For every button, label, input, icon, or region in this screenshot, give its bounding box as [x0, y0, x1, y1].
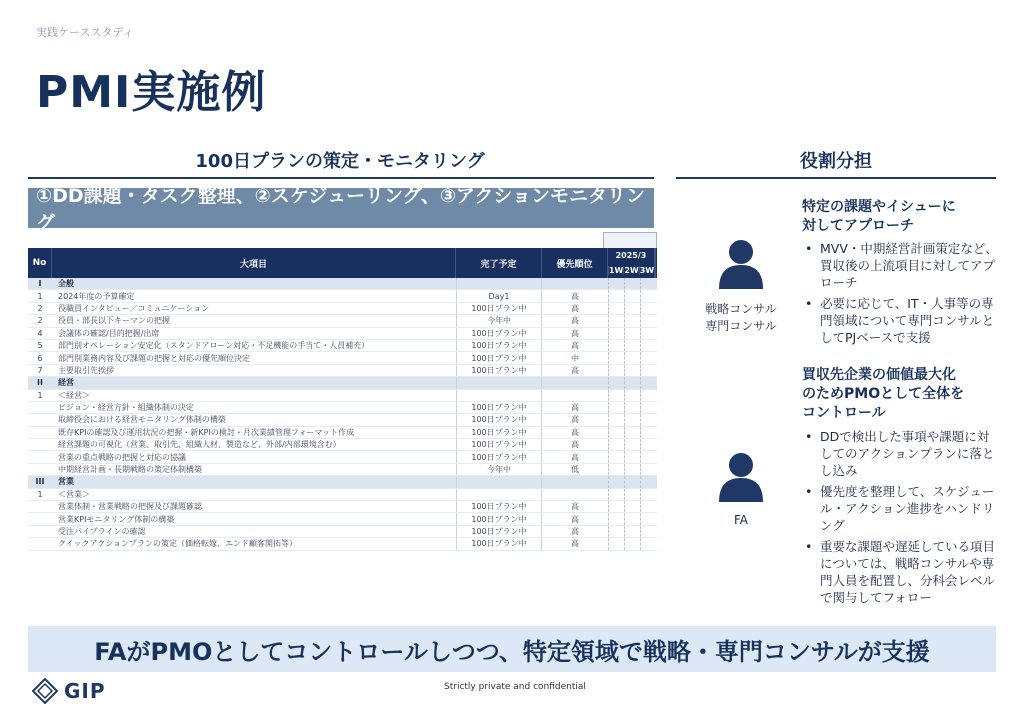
- cell-priority: [542, 390, 608, 401]
- cell-weeks: [608, 377, 656, 388]
- cell-weeks: [608, 352, 656, 363]
- role-strategy-title-line1: 特定の課題やイシューに: [802, 199, 956, 215]
- person-icon: [716, 450, 766, 502]
- cell-no: II: [37, 378, 43, 388]
- cell-done: 100日プラン中: [456, 365, 542, 376]
- cell-weeks: [608, 315, 656, 326]
- cell-priority: [542, 489, 608, 500]
- cell-no: 4: [37, 328, 43, 338]
- cell-weeks: [608, 476, 656, 487]
- table-section-row: [28, 278, 657, 290]
- cell-item: 中期経営計画・長期戦略の策定体制構築: [58, 465, 202, 475]
- cell-item: 主要取引先挨拶: [58, 365, 114, 375]
- role-strategy-label-line2: 専門コンサル: [705, 319, 777, 333]
- cell-done: 100日プラン中: [456, 414, 542, 425]
- cell-item: 受注パイプラインの確認: [58, 527, 146, 536]
- cell-priority: 高: [571, 316, 579, 326]
- cell-no: [28, 526, 52, 537]
- gip-logo-icon: [32, 678, 58, 704]
- table-row: [28, 328, 657, 340]
- cell-no: [28, 464, 52, 475]
- role-strategy-label: [692, 301, 790, 335]
- cell-weeks: [608, 340, 656, 351]
- cell-priority: [542, 377, 608, 388]
- col-done-header: 完了予定: [456, 248, 542, 278]
- cell-item: 部門別オペレーション安定化（スタンドアローン対応・不足機能の手当て・人員補充）: [58, 341, 370, 351]
- cell-weeks: [608, 414, 656, 425]
- cell-done: Day1: [456, 290, 542, 301]
- cell-weeks: [608, 328, 656, 339]
- table-section-row: [28, 377, 657, 389]
- page-title: PMI実施例: [36, 67, 267, 118]
- logo-text: GIP: [64, 679, 106, 703]
- cell-no: I: [38, 279, 42, 289]
- role-strategy-bullets: [802, 240, 998, 350]
- table-row: [28, 489, 657, 501]
- cell-no: [28, 414, 52, 425]
- list-item: • 重要な課題や遅延している項目については、戦略コンサルや専門人員を配置し、分科会レベルで関与してフォロー: [802, 538, 998, 606]
- cell-no: [28, 439, 52, 450]
- table-body: [28, 278, 657, 551]
- cell-weeks: [608, 303, 656, 314]
- list-item: • 優先度を整理して、スケジュール・アクション進捗をハンドリング: [802, 483, 998, 534]
- cell-priority: 高: [571, 514, 579, 524]
- cell-done: [456, 278, 542, 289]
- cell-no: 5: [37, 341, 43, 351]
- col-priority-header: 優先順位: [542, 248, 608, 278]
- col-no-header: No: [28, 248, 52, 278]
- cell-item: 営業KPIモニタリング体制の構築: [58, 514, 175, 524]
- cell-priority: 高: [571, 415, 579, 425]
- task-table: [28, 248, 657, 551]
- plan-section-divider: [28, 177, 654, 179]
- cell-weeks: [608, 402, 656, 413]
- cell-priority: 高: [571, 502, 579, 512]
- cell-weeks: [608, 464, 656, 475]
- cell-item: 部門別業務内容及び課題の把握と対応の優先順位決定: [58, 353, 250, 363]
- cell-weeks: [608, 501, 656, 512]
- table-row: [28, 340, 657, 352]
- cell-done: [456, 377, 542, 388]
- cell-item: 2024年度の予算確定: [58, 291, 135, 301]
- company-logo: [32, 678, 106, 704]
- role-fa-title-line3: コントロール: [802, 405, 886, 421]
- role-fa-title-line1: 買収先企業の価値最大化: [802, 367, 956, 383]
- cell-no: 1: [37, 489, 43, 499]
- cell-done: 100日プラン中: [456, 501, 542, 512]
- cell-item: 役職員インタビュー／コミュニケーション: [58, 303, 210, 313]
- table-row: [28, 526, 657, 538]
- cell-weeks: [608, 290, 656, 301]
- list-item: • DDで検出した事項や課題に対してのアクションプランに落とし込み: [802, 428, 998, 479]
- cell-weeks: [608, 451, 656, 462]
- cell-no: [28, 538, 52, 549]
- cell-done: 100日プラン中: [456, 340, 542, 351]
- cell-done: 100日プラン中: [456, 328, 542, 339]
- cell-priority: 高: [571, 539, 579, 549]
- role-strategy-label-line1: 戦略コンサル: [705, 302, 777, 316]
- cell-item: ＜営業＞: [58, 489, 90, 499]
- cell-item: 営業体制・営業戦略の把握及び課題確認: [58, 502, 202, 512]
- table-header: [28, 248, 657, 278]
- week-label: 1W: [608, 265, 624, 275]
- cell-priority: 高: [571, 440, 579, 450]
- cell-done: [456, 489, 542, 500]
- cell-done: 今年中: [456, 464, 542, 475]
- cell-item: 既存KPIの確認及び運用状況の把握・新KPIの検討・月次業績管理フォーマット作成: [58, 427, 355, 437]
- cell-priority: 高: [571, 328, 579, 338]
- cell-no: [28, 427, 52, 438]
- table-row: [28, 352, 657, 364]
- cell-done: 100日プラン中: [456, 513, 542, 524]
- cell-no: 7: [37, 365, 43, 375]
- table-row: [28, 414, 657, 426]
- confidential-note: Strictly private and confidential: [444, 682, 586, 692]
- table-row: [28, 303, 657, 315]
- table-row: [28, 427, 657, 439]
- cell-priority: 高: [571, 403, 579, 413]
- cell-priority: 低: [571, 465, 579, 475]
- list-item: • MVV・中期経営計画策定など、買収後の上流項目に対してアプローチ: [802, 240, 998, 291]
- cell-item: 役員・部長以下キーマンの把握: [58, 316, 170, 326]
- col-weeks-header: [608, 248, 656, 278]
- cell-done: 100日プラン中: [456, 538, 542, 549]
- steps-banner: ①DD課題・タスク整理、②スケジューリング、③アクションモニタリング: [28, 188, 654, 228]
- table-row: [28, 402, 657, 414]
- cell-no: III: [35, 477, 45, 487]
- cell-item: 取締役会における経営モニタリング体制の構築: [58, 415, 226, 425]
- cell-no: 2: [37, 316, 43, 326]
- table-row: [28, 390, 657, 402]
- cell-priority: [542, 278, 608, 289]
- person-icon: [716, 237, 766, 289]
- cell-done: 100日プラン中: [456, 402, 542, 413]
- role-strategy-title: [802, 198, 998, 236]
- roles-section-heading: 役割分担: [800, 151, 872, 172]
- cell-priority: 高: [571, 365, 579, 375]
- cell-done: 100日プラン中: [456, 451, 542, 462]
- role-fa-label: FA: [733, 513, 748, 527]
- cell-weeks: [608, 439, 656, 450]
- cell-weeks: [608, 513, 656, 524]
- cell-weeks: [608, 489, 656, 500]
- list-item: • 必要に応じて、IT・人事等の専門領域について専門コンサルとしてPJベースで支援: [802, 295, 998, 346]
- table-row: [28, 451, 657, 463]
- cell-priority: [542, 476, 608, 487]
- cell-priority: 高: [571, 303, 579, 313]
- cell-priority: 高: [571, 527, 579, 536]
- cell-item: 会議体の確認/目的把握/出席: [58, 328, 160, 338]
- cell-weeks: [608, 526, 656, 537]
- cell-priority: 高: [571, 452, 579, 462]
- cell-done: [456, 476, 542, 487]
- table-row: [28, 513, 657, 525]
- cell-done: 100日プラン中: [456, 427, 542, 438]
- cell-item: 営業の重点戦略の把握と対応の協議: [58, 452, 186, 462]
- cell-item: 全般: [58, 279, 74, 289]
- cell-no: 1: [37, 390, 43, 400]
- month-header-box: [603, 232, 657, 248]
- cell-weeks: [608, 427, 656, 438]
- role-fa-bullets: [802, 428, 998, 610]
- cell-done: [456, 390, 542, 401]
- cell-no: [28, 513, 52, 524]
- cell-weeks: [608, 390, 656, 401]
- table-row: [28, 501, 657, 513]
- week-label: 3W: [639, 265, 655, 275]
- role-fa-title: [802, 366, 998, 423]
- table-row: [28, 365, 657, 377]
- table-row: [28, 290, 657, 302]
- cell-done: 100日プラン中: [456, 352, 542, 363]
- table-row: [28, 315, 657, 327]
- role-fa-title-line2: のためPMOとして全体を: [802, 386, 965, 402]
- table-row: [28, 538, 657, 550]
- cell-item: クイックアクションプランの策定（価格転嫁、エンド顧客開拓等）: [58, 539, 298, 549]
- cell-weeks: [608, 365, 656, 376]
- cell-item: ビジョン・経営方針・組織体制の決定: [58, 403, 194, 413]
- summary-banner: FAがPMOとしてコントロールしつつ、特定領域で戦略・専門コンサルが支援: [28, 626, 996, 672]
- table-section-row: [28, 476, 657, 488]
- table-row: [28, 464, 657, 476]
- cell-item: 経営: [58, 378, 74, 388]
- col-item-header: 大項目: [52, 248, 456, 278]
- cell-item: 営業: [58, 477, 74, 487]
- cell-done: 100日プラン中: [456, 526, 542, 537]
- cell-no: 6: [37, 353, 43, 363]
- cell-item: 経営課題の可視化（営業、取引先、組織人材、製造など、外部/内部環境含む）: [58, 440, 341, 450]
- week-label: 2W: [624, 265, 639, 275]
- cell-no: 1: [37, 291, 43, 301]
- cell-no: [28, 402, 52, 413]
- roles-section-divider: [676, 177, 996, 179]
- cell-done: 100日プラン中: [456, 303, 542, 314]
- month-label: 2025/3: [608, 248, 655, 262]
- role-strategy-title-line2: 対してアプローチ: [802, 218, 914, 234]
- cell-priority: 中: [571, 353, 579, 363]
- plan-section-heading: 100日プランの策定・モニタリング: [195, 151, 485, 172]
- cell-no: [28, 451, 52, 462]
- cell-priority: 高: [571, 291, 579, 301]
- cell-done: 今年中: [456, 315, 542, 326]
- cell-item: ＜経営＞: [58, 390, 90, 400]
- cell-weeks: [608, 278, 656, 289]
- eyebrow-label: 実践ケーススタディ: [36, 26, 134, 39]
- cell-done: 100日プラン中: [456, 439, 542, 450]
- cell-priority: 高: [571, 341, 579, 351]
- cell-no: [28, 501, 52, 512]
- cell-no: 2: [37, 303, 43, 313]
- cell-priority: 高: [571, 427, 579, 437]
- table-row: [28, 439, 657, 451]
- cell-weeks: [608, 538, 656, 549]
